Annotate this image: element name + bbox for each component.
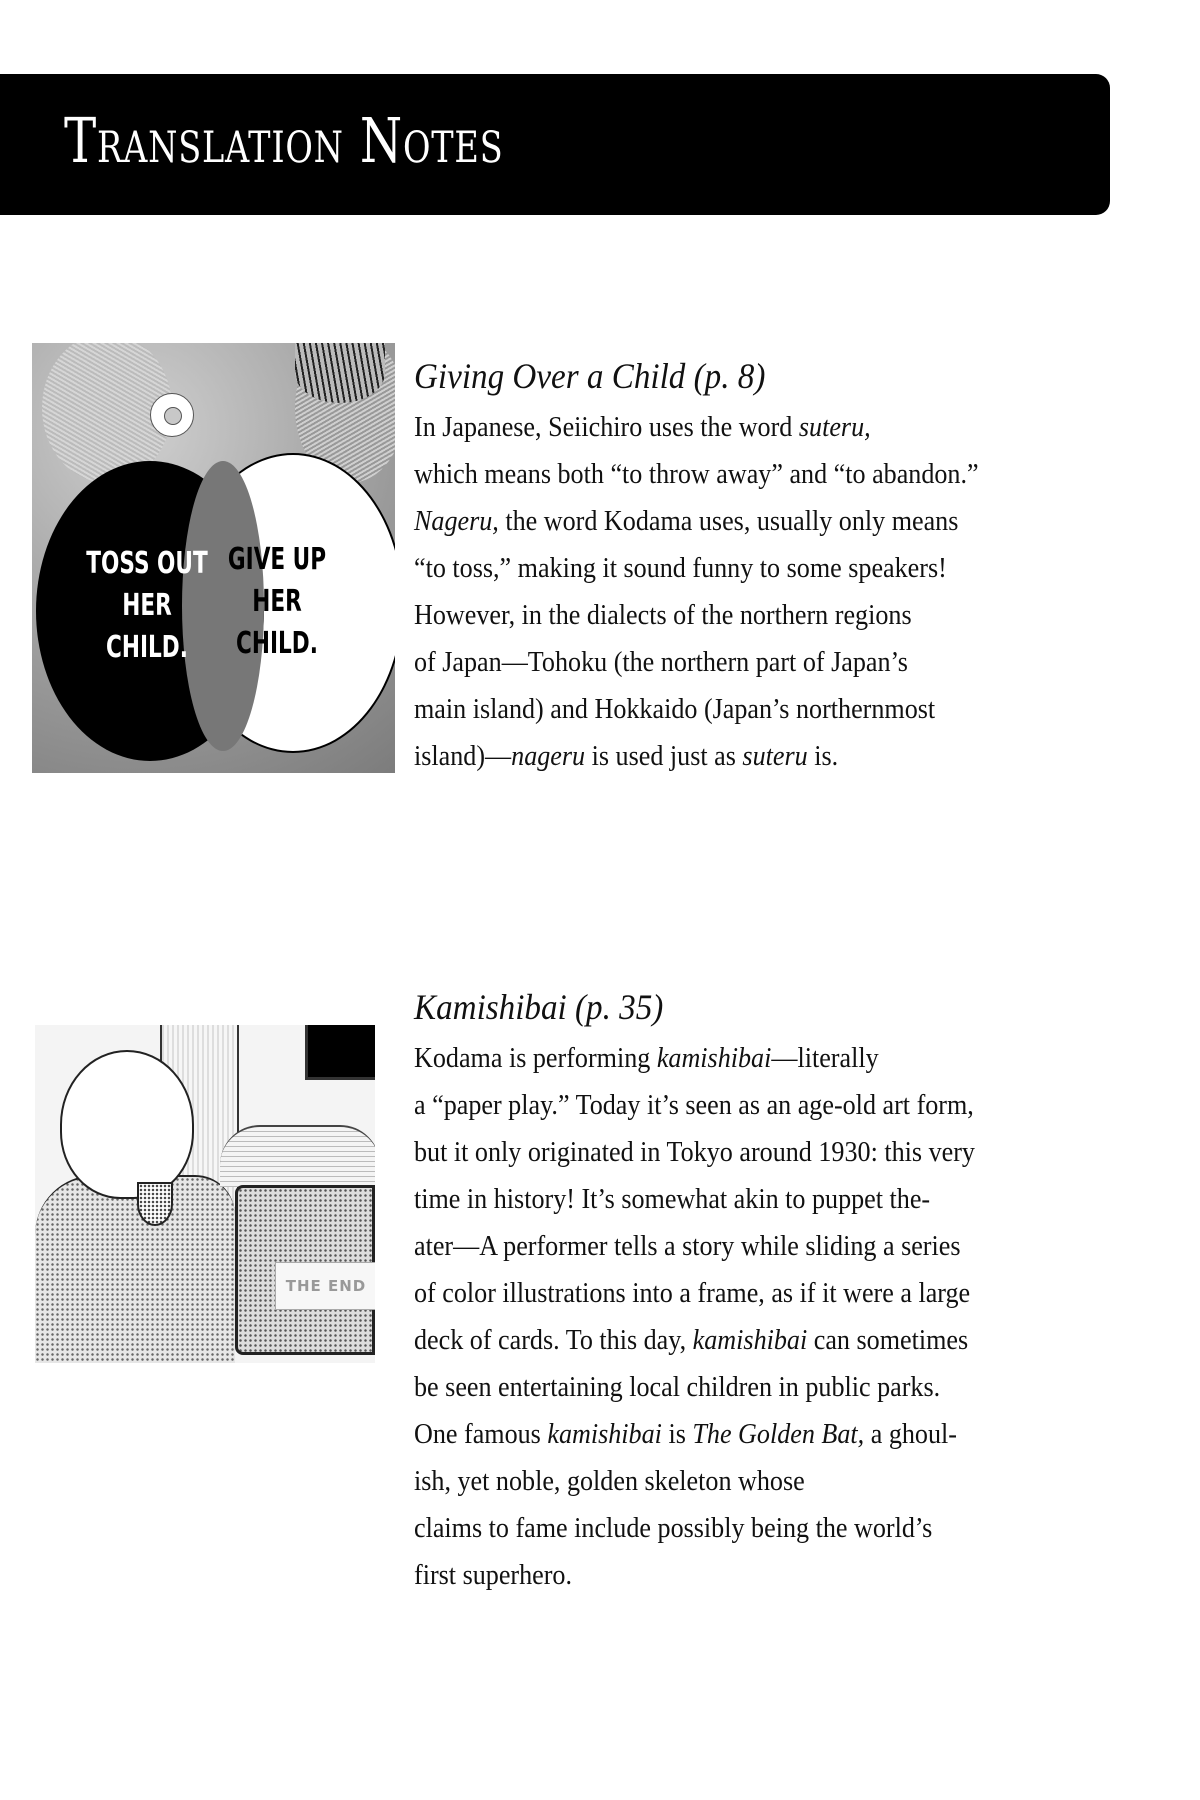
body-line xyxy=(414,545,1098,592)
character-head-illustration xyxy=(60,1050,194,1199)
manga-panel-kamishibai xyxy=(35,1025,375,1363)
note-giving-over-a-child xyxy=(414,352,1174,780)
text-run: In Japanese, Seiichiro uses the word xyxy=(414,411,799,443)
kamishibai-roof-illustration xyxy=(220,1125,375,1187)
body-line xyxy=(414,733,1098,780)
note-title: Giving Over a Child (p. 8) xyxy=(414,356,766,396)
body-line xyxy=(414,639,1098,686)
text-run: time in history! It’s somewhat akin to puppet the- xyxy=(414,1183,931,1215)
text-run: One famous xyxy=(414,1418,548,1450)
body-line xyxy=(414,1223,1098,1270)
body-line xyxy=(414,404,1098,451)
text-run: —literally xyxy=(771,1042,879,1074)
text-run: is xyxy=(661,1418,693,1450)
note-body xyxy=(414,404,1174,780)
text-run: island)— xyxy=(414,740,512,772)
italic-term: kamishibai xyxy=(692,1324,808,1356)
text-run: which means both “to throw away” and “to abandon.” xyxy=(414,458,979,490)
character-hair-illustration xyxy=(295,343,385,403)
note-title: Kamishibai (p. 35) xyxy=(414,987,664,1027)
body-line xyxy=(414,1129,1098,1176)
page-title: Translation Notes xyxy=(64,104,504,177)
text-run: ish, yet noble, golden skeleton whose xyxy=(414,1465,805,1497)
body-line xyxy=(414,451,1098,498)
venn-left-label: TOSS OUT HER CHILD. xyxy=(86,546,208,665)
note-kamishibai xyxy=(414,983,1174,1599)
italic-term: kamishibai xyxy=(547,1418,662,1450)
character-body-illustration xyxy=(35,1175,235,1363)
italic-term: suteru xyxy=(742,740,808,772)
body-line xyxy=(414,1505,1098,1552)
text-run: is. xyxy=(807,740,839,772)
note-body xyxy=(414,1035,1174,1599)
text-run: a “paper play.” Today it’s seen as an age-old art form, xyxy=(414,1089,974,1121)
italic-term: The Golden Bat, xyxy=(692,1418,865,1450)
text-run: Kodama is performing xyxy=(414,1042,657,1074)
character-mouth-illustration xyxy=(137,1182,173,1226)
body-line xyxy=(414,1364,1098,1411)
body-line xyxy=(414,592,1098,639)
text-run: is used just as xyxy=(585,740,743,772)
window-illustration xyxy=(305,1025,375,1080)
text-run: be seen entertaining local children in public parks. xyxy=(414,1371,941,1403)
body-line xyxy=(414,1317,1098,1364)
body-line xyxy=(414,1552,1098,1599)
venn-right-label: GIVE UP HER CHILD. xyxy=(227,542,327,661)
the-end-card: THE END xyxy=(275,1262,375,1310)
text-run: the word Kodama uses, usually only means xyxy=(498,505,959,537)
body-line xyxy=(414,1270,1098,1317)
manga-panel-venn xyxy=(32,343,395,773)
body-line xyxy=(414,1411,1098,1458)
text-run: claims to fame include possibly being the world’s xyxy=(414,1512,933,1544)
body-line xyxy=(414,1458,1098,1505)
italic-term: suteru, xyxy=(798,411,871,443)
speech-bubble-icon xyxy=(150,393,194,437)
text-run: of Japan—Tohoku (the northern part of Japan’s xyxy=(414,646,908,678)
text-run: main island) and Hokkaido (Japan’s northernmost xyxy=(414,693,936,725)
body-line xyxy=(414,1035,1098,1082)
italic-term: kamishibai xyxy=(656,1042,772,1074)
text-run: deck of cards. To this day, xyxy=(414,1324,693,1356)
header-bar xyxy=(0,74,1110,215)
text-run: However, in the dialects of the northern regions xyxy=(414,599,912,631)
text-run: “to toss,” making it sound funny to some speakers! xyxy=(414,552,947,584)
italic-term: Nageru, xyxy=(414,505,499,537)
body-line xyxy=(414,1082,1098,1129)
text-run: but it only originated in Tokyo around 1930: this very xyxy=(414,1136,975,1168)
body-line xyxy=(414,498,1098,545)
text-run: ater—A performer tells a story while sliding a series xyxy=(414,1230,961,1262)
body-line xyxy=(414,1176,1098,1223)
body-line xyxy=(414,686,1098,733)
text-run: a ghoul- xyxy=(864,1418,957,1450)
text-run: of color illustrations into a frame, as if it were a large xyxy=(414,1277,971,1309)
text-run: first superhero. xyxy=(414,1559,573,1591)
italic-term: nageru xyxy=(511,740,586,772)
text-run: can sometimes xyxy=(807,1324,969,1356)
